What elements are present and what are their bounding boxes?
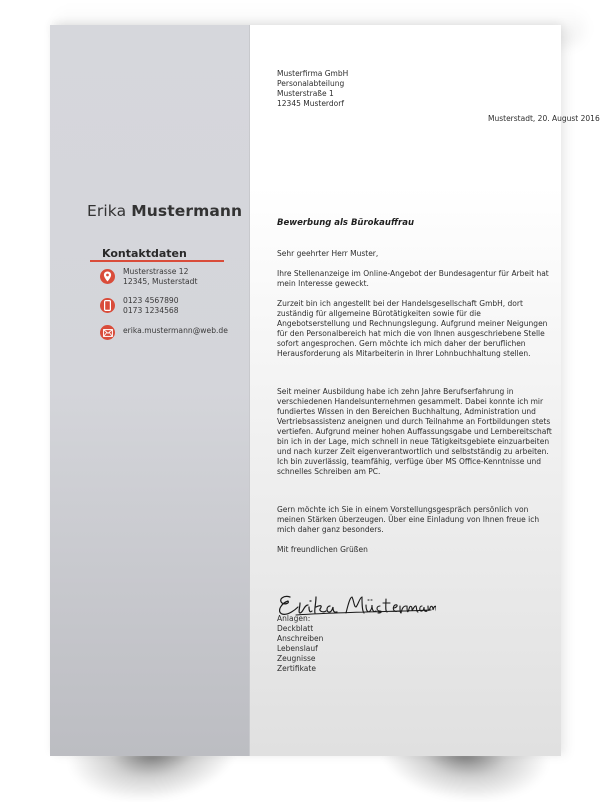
recipient-address <box>277 69 348 109</box>
page-shadow-right <box>379 752 561 802</box>
recipient-line: 12345 Musterdorf <box>277 99 344 108</box>
last-name: Mustermann <box>131 202 243 220</box>
attachments-heading: Anlagen: <box>277 614 311 623</box>
contact-address <box>100 267 197 287</box>
recipient-line: Musterfirma GmbH <box>277 69 349 78</box>
attachment-item: Zeugnisse <box>277 654 316 663</box>
letter-subject: Bewerbung als Bürokauffrau <box>277 218 415 228</box>
contact-email <box>100 323 228 340</box>
contact-phone <box>100 296 179 316</box>
recipient-line: Musterstraße 1 <box>277 89 334 98</box>
attachment-item: Lebenslauf <box>277 644 318 653</box>
phone-number: 0173 1234568 <box>123 306 179 315</box>
map-pin-icon <box>100 269 115 284</box>
paragraph: Seit meiner Ausbildung habe ich zehn Jahre Berufserfahrung in verschiedenen Handelsunternehmen gesammelt. Dabei konnte ich mir fundiertes Wissen in den Bereichen Buchhaltung, Administration und Vertriebsassistenz aneignen und durch Teilnahme an Fortbildungen stets vertiefen. Aufgrund meiner hohen Auffassungsgabe und Lernbereitschaft bin ich in der Lage, mich schnell in neue Tätigkeitsgebiete einzuarbeiten und nach kurzer Zeit eigenverantwortlich und selbstständig zu arbeiten. Ich bin zuverlässig, teamfähig, verfüge über MS Office-Kenntnisse und schnelles Schreiben am PC. <box>277 387 552 476</box>
contact-heading: Kontaktdaten <box>102 247 187 260</box>
page-shadow-left <box>56 752 238 802</box>
paragraph: Zurzeit bin ich angestellt bei der Handelsgesellschaft GmbH, dort zuständig für allgemeine Bürotätigkeiten sowie für die Angebotserstellung und Rechnungslegung. Aufgrund meiner Neigungen für den Personalbereich hat mich die von Ihnen ausgeschriebene Stelle sofort angesprochen. Gern möchte ich mich daher der beruflichen Herausforderung als Mitarbeiterin in Ihrer Lohnbuchhaltung stellen. <box>277 299 548 358</box>
closing: Mit freundlichen Grüßen <box>277 545 368 554</box>
paragraph: Ihre Stellenanzeige im Online-Angebot der Bundesagentur für Arbeit hat mein Interesse geweckt. <box>277 269 549 288</box>
address-line: 12345, Musterstadt <box>123 277 198 286</box>
recipient-line: Personalabteilung <box>277 79 345 88</box>
attachments-list <box>277 624 323 674</box>
attachment-item: Deckblatt <box>277 624 314 633</box>
paragraph: Gern möchte ich Sie in einem Vorstellungsgespräch persönlich von meinen Stärken überzeugen. Über eine Einladung von Ihnen freue ich mich daher ganz besonders. <box>277 505 540 534</box>
phone-icon <box>100 298 115 313</box>
letter-date: Musterstadt, 20. August 2016 <box>488 114 600 123</box>
attachment-item: Zertifikate <box>277 664 316 673</box>
letter-page <box>50 25 600 756</box>
sidebar <box>50 25 250 756</box>
email-address[interactable]: erika.mustermann@web.de <box>123 326 228 335</box>
first-name: Erika <box>87 202 127 220</box>
phone-number: 0123 4567890 <box>123 296 179 305</box>
envelope-icon <box>100 325 115 340</box>
contact-heading-underline <box>90 260 224 262</box>
address-line: Musterstrasse 12 <box>123 267 189 276</box>
attachment-item: Anschreiben <box>277 634 324 643</box>
applicant-name <box>87 202 242 220</box>
salutation: Sehr geehrter Herr Muster, <box>277 249 379 258</box>
